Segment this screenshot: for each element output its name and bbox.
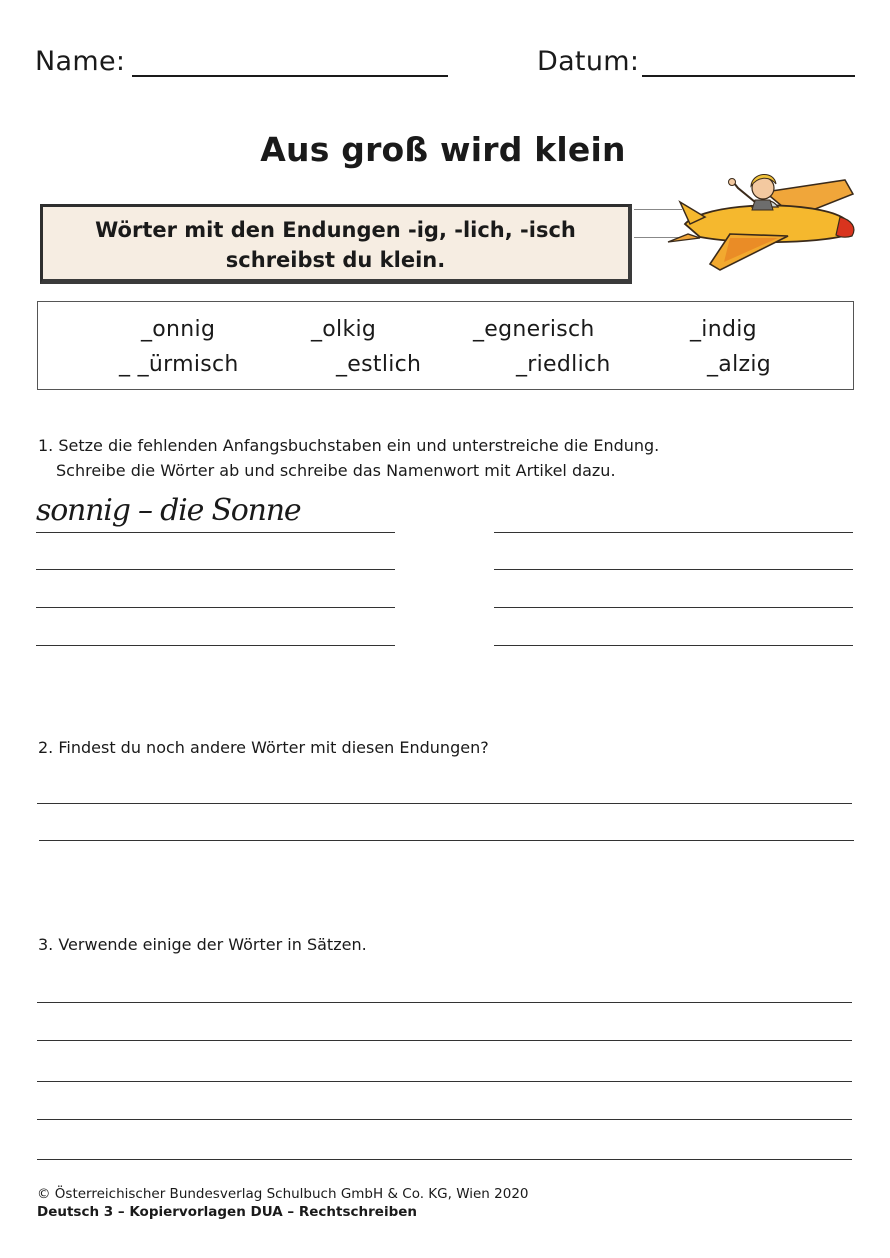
word-item[interactable]: _indig [690,317,757,342]
copyright-text: © Österreichischer Bundesverlag Schulbuch GmbH & Co. KG, Wien 2020 [37,1186,529,1202]
answer-line[interactable] [36,645,395,646]
word-item[interactable]: _onnig [141,317,216,342]
rule-line-1: Wörter mit den Endungen -ig, -lich, -isch [95,218,576,242]
word-item[interactable]: _egnerisch [473,317,595,342]
answer-line[interactable] [494,569,853,570]
word-item[interactable]: _alzig [707,352,772,377]
answer-line[interactable] [36,569,395,570]
answer-line[interactable] [36,532,395,533]
answer-line[interactable] [494,645,853,646]
task-1-line-1: 1. Setze die fehlenden Anfangsbuchstaben ein und unterstreiche die Endung. [38,436,660,455]
airplane-with-child-icon [660,162,860,277]
word-item[interactable]: _olkig [311,317,377,342]
task-2-instruction: 2. Findest du noch andere Wörter mit diesen Endungen? [38,738,489,757]
page-title: Aus groß wird klein [260,130,626,169]
answer-line[interactable] [37,1159,852,1160]
answer-line[interactable] [494,532,853,533]
task-3-instruction: 3. Verwende einige der Wörter in Sätzen. [38,935,367,954]
answer-line[interactable] [37,1002,852,1003]
word-box [37,301,854,390]
word-item[interactable]: _ _ürmisch [119,352,239,377]
series-text: Deutsch 3 – Kopiervorlagen DUA – Rechtschreiben [37,1204,418,1220]
word-item[interactable]: _estlich [336,352,422,377]
answer-line[interactable] [37,1081,852,1082]
answer-line[interactable] [37,1040,852,1041]
date-field[interactable] [642,75,855,77]
rule-line-2: schreibst du klein. [225,248,446,272]
example-answer: sonnig – die Sonne [36,493,301,528]
answer-line[interactable] [37,1119,852,1120]
task-1-line-2: Schreibe die Wörter ab und schreibe das Namenwort mit Artikel dazu. [56,461,616,480]
word-item[interactable]: _riedlich [516,352,611,377]
answer-line[interactable] [39,840,854,841]
answer-line[interactable] [37,803,852,804]
rule-banner [40,204,632,284]
task-1-instruction [38,433,659,483]
name-field[interactable] [132,75,448,77]
name-label: Name: [35,46,126,77]
answer-line[interactable] [36,607,395,608]
date-label: Datum: [537,46,640,77]
answer-line[interactable] [494,607,853,608]
